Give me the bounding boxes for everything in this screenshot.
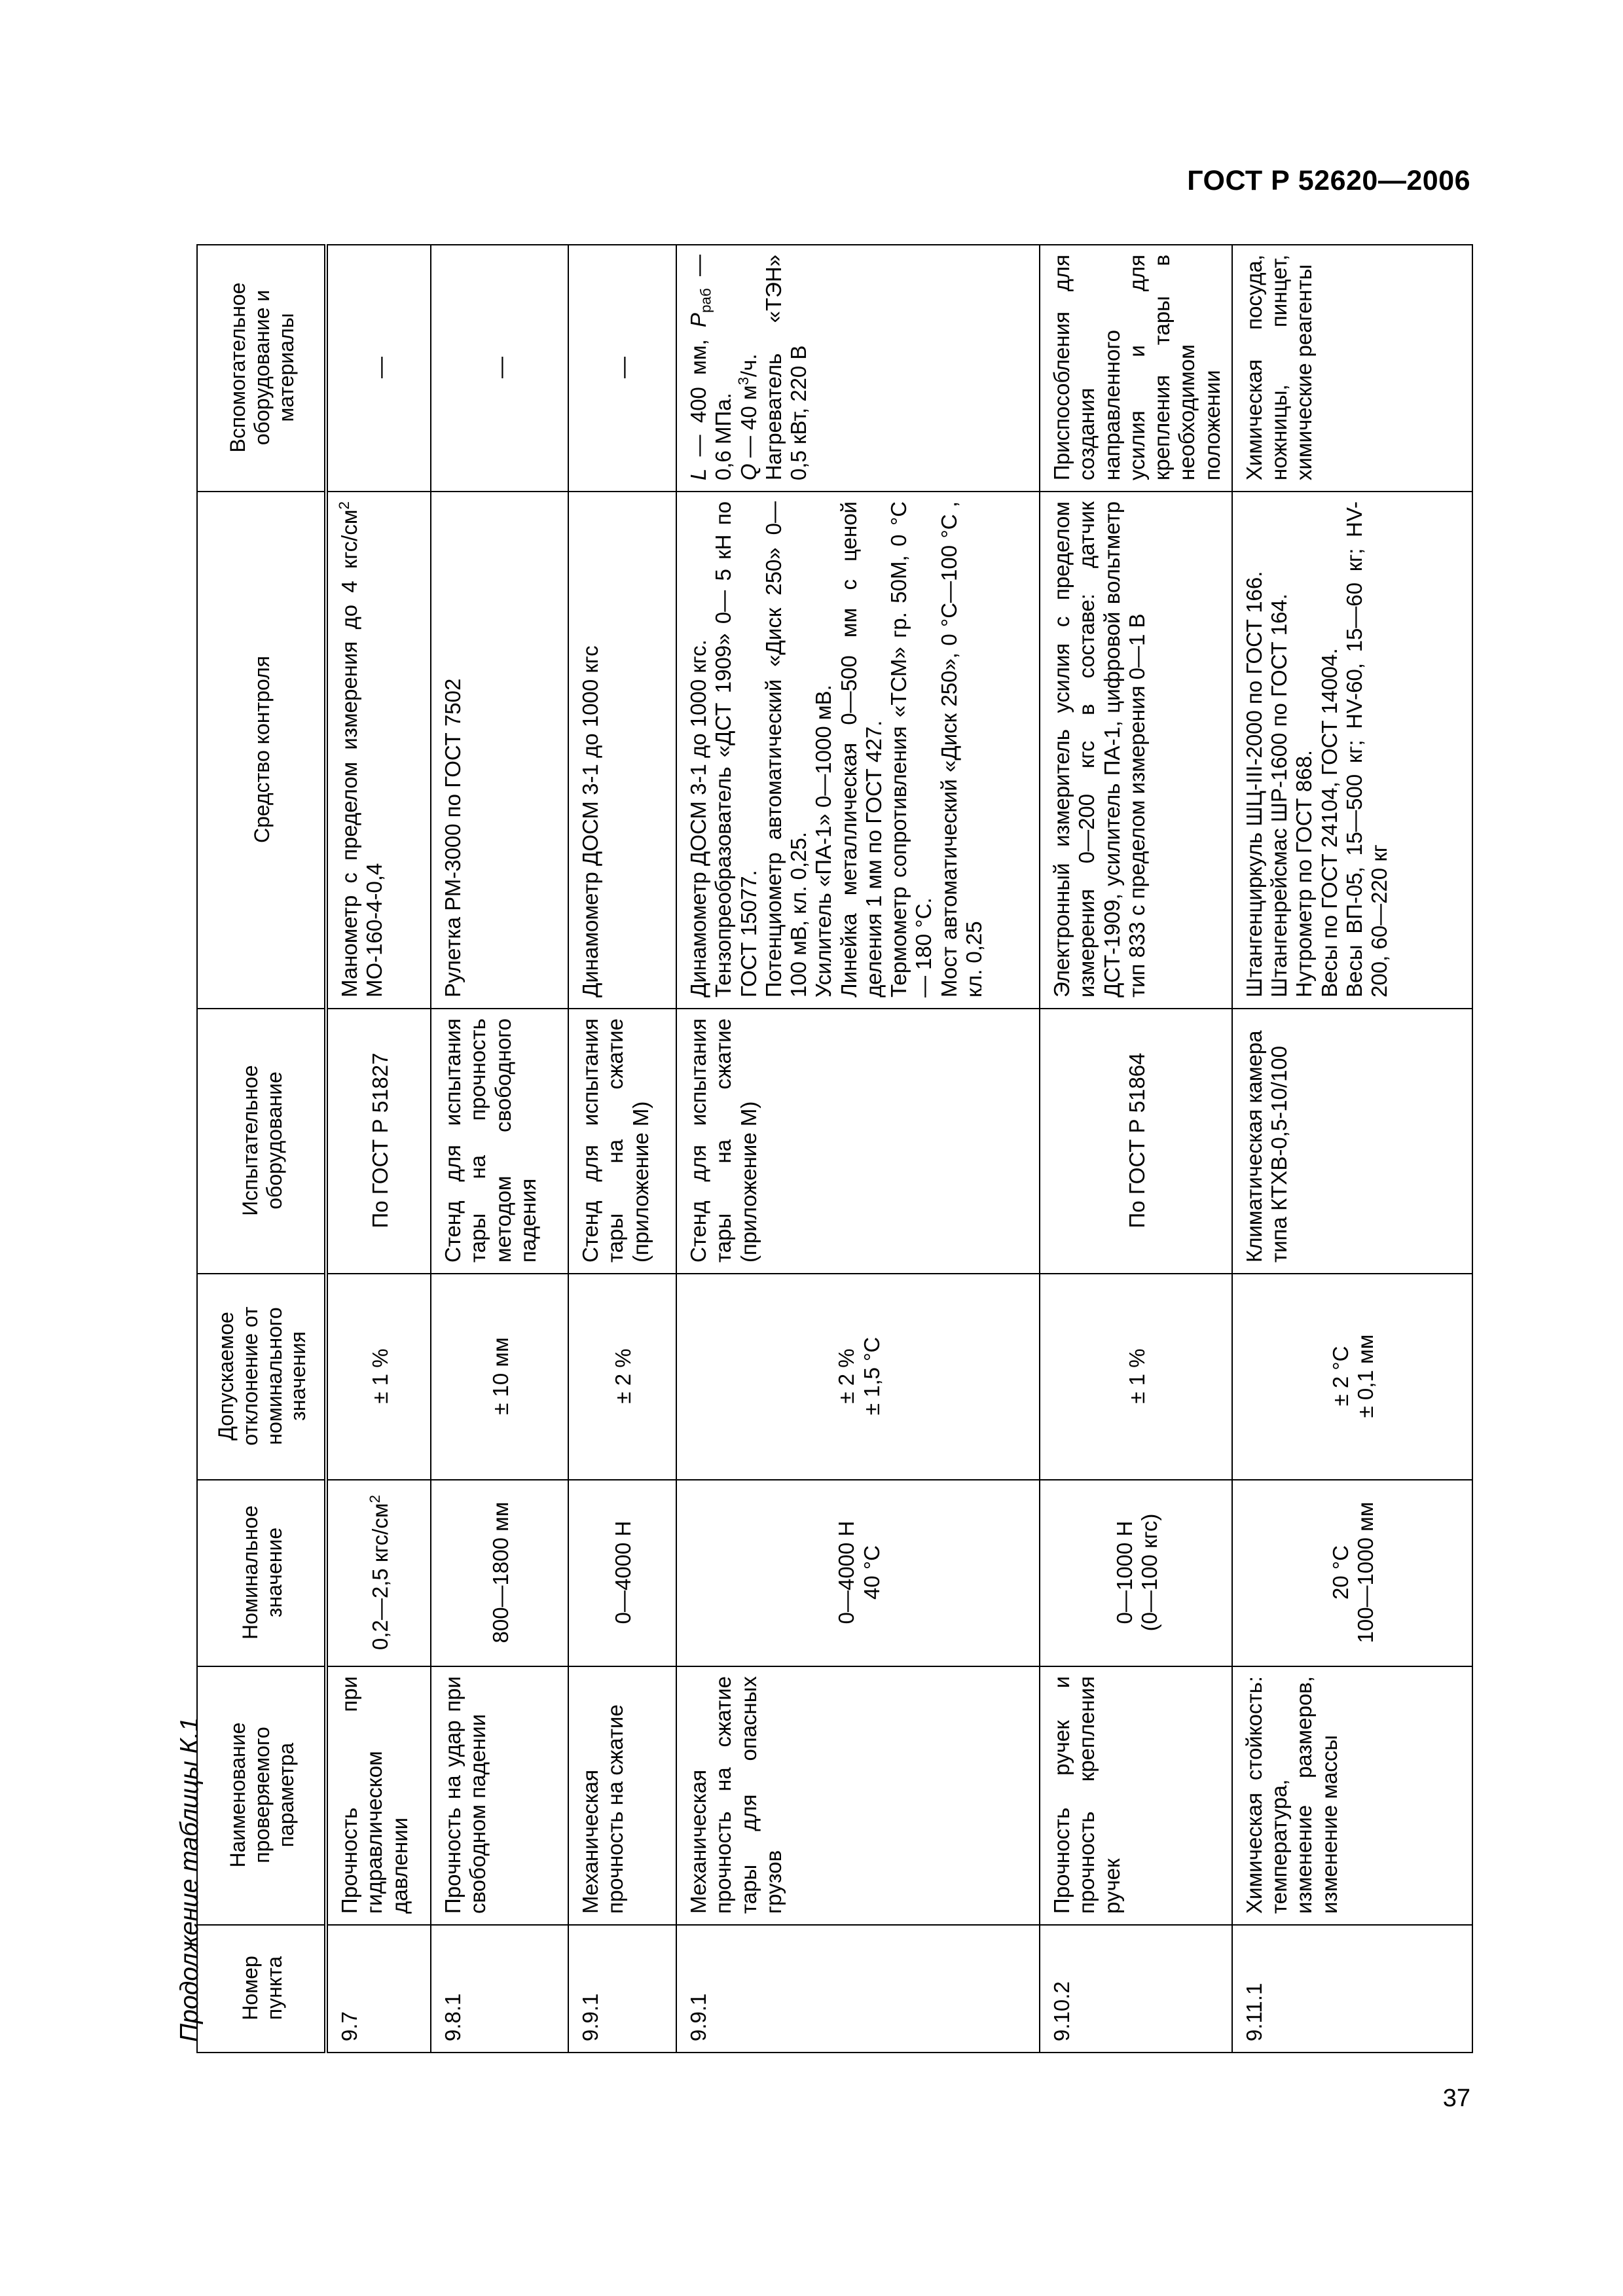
control-line: Усилитель «ПА-1» 0—1000 мВ.: [811, 685, 836, 997]
table-row: [326, 245, 431, 2053]
tolerance-line: ± 1 %: [367, 1348, 392, 1404]
nominal-line: 0,2—2,5 кгс/$см^2$: [366, 1495, 392, 1651]
nominal-line: 20 °С: [1328, 1545, 1353, 1600]
test-equipment: Стенд для испытания тары на сжатие (приложение М): [676, 1009, 1040, 1274]
table-row: [431, 245, 568, 2053]
aux-line: Нагреватель «ТЭН» 0,5 кВт, 220 В: [761, 255, 811, 480]
control-line: Термометр сопротивления «ТСМ» гр. 50М, 0 °С — 180 °С.: [886, 501, 936, 997]
nominal-line: (0—100 кгс): [1137, 1513, 1161, 1632]
tolerance: [431, 1274, 568, 1480]
nominal-value: [326, 1480, 431, 1666]
aux-line: Приспособления для создания направленного усилия и для крепления тары в необходимом положении: [1049, 255, 1224, 480]
nominal-line: 0—1000 Н: [1112, 1520, 1137, 1624]
nominal-line: 40 °С: [859, 1545, 884, 1600]
item-number: 9.9.1: [568, 1925, 676, 2053]
column-header: Средство контроля: [197, 492, 326, 1009]
table-row: [1232, 245, 1472, 2053]
test-equipment: Стенд для испытания тары на прочность методом свободного падения: [431, 1009, 568, 1274]
nominal-line: 0—4000 Н: [611, 1520, 636, 1624]
aux-line: L — 400 мм, $P_{раб}$ — 0,6 МПа.: [686, 254, 736, 480]
nominal-value: [568, 1480, 676, 1666]
column-header: Номер пункта: [197, 1925, 326, 2053]
auxiliary-equipment: [431, 245, 568, 492]
control-line: Весы ВП-05, 15—500 кг; HV-60, 15—60 кг; HV-200, 60—220 кг: [1341, 501, 1392, 997]
parameter-name: Механическая прочность на сжатие тары для опасных грузов: [676, 1666, 1040, 1925]
tolerance-line: ± 2 °С: [1328, 1346, 1353, 1407]
table-caption: Продолжение таблицы К.1: [175, 1717, 204, 2042]
item-number: 9.11.1: [1232, 1925, 1472, 2053]
column-header: Испытательное оборудование: [197, 1009, 326, 1274]
parameter-name: Прочность на удар при свободном падении: [431, 1666, 568, 1925]
nominal-line: 100—1000 мм: [1353, 1501, 1378, 1643]
page-number: 37: [1442, 2085, 1470, 2112]
table-header-row: [197, 245, 326, 2053]
item-number: 9.10.2: [1040, 1925, 1232, 2053]
parameter-name: Прочность ручек и прочность крепления ручек: [1040, 1666, 1232, 1925]
control-line: Весы по ГОСТ 24104, ГОСТ 14004.: [1317, 648, 1341, 997]
auxiliary-equipment: [676, 245, 1040, 492]
column-header: Номинальное значение: [197, 1480, 326, 1666]
column-header: Вспомогательное оборудование и материалы: [197, 245, 326, 492]
document-code: ГОСТ Р 52620—2006: [1187, 165, 1470, 196]
verification-table: [196, 244, 1473, 2053]
tolerance: [326, 1274, 431, 1480]
tolerance: [568, 1274, 676, 1480]
control-means: [1040, 492, 1232, 1009]
table-row: [1040, 245, 1232, 2053]
control-line: Штангенциркуль ШЦ-III-2000 по ГОСТ 166.: [1241, 571, 1266, 997]
item-number: 9.9.1: [676, 1925, 1040, 2053]
parameter-name: Прочность при гидравлическом давлении: [326, 1666, 431, 1925]
parameter-name: Механическая прочность на сжатие: [568, 1666, 676, 1925]
test-equipment: Стенд для испытания тары на сжатие (приложение М): [568, 1009, 676, 1274]
aux-line: Q — 40 $м^3/ч$.: [735, 353, 761, 480]
test-equipment: Климатическая камера типа КТХВ-0,5-10/100: [1232, 1009, 1472, 1274]
aux-line: —: [611, 357, 636, 378]
column-header: Наименование проверяемого параметра: [197, 1666, 326, 1925]
control-means: [676, 492, 1040, 1009]
item-number: 9.7: [326, 1925, 431, 2053]
nominal-value: [1232, 1480, 1472, 1666]
tolerance-line: ± 10 мм: [488, 1337, 513, 1415]
control-line: Мост автоматический «Диск 250», 0 °С—100 °С , кл. 0,25: [936, 501, 986, 997]
table-row: [676, 245, 1040, 2053]
auxiliary-equipment: [1040, 245, 1232, 492]
auxiliary-equipment: [326, 245, 431, 492]
aux-line: —: [488, 357, 513, 378]
nominal-value: [431, 1480, 568, 1666]
aux-line: Химическая посуда, ножницы, пинцет, химические реагенты: [1241, 255, 1317, 480]
control-means: [326, 492, 431, 1009]
tolerance-line: ± 0,1 мм: [1353, 1334, 1378, 1418]
auxiliary-equipment: [568, 245, 676, 492]
control-line: Рулетка РМ-3000 по ГОСТ 7502: [441, 678, 465, 997]
control-line: Электронный измеритель усилия с пределом измерения 0—200 кгс в составе: датчик ДСТ-1909, усилитель ПА-1, цифровой вольтметр тип 833 с пределом измерения 0—1 В: [1049, 501, 1149, 997]
control-line: Линейка металлическая 0—500 мм с ценой деления 1 мм по ГОСТ 427.: [836, 501, 886, 997]
control-line: Тензопреобразователь «ДСТ 1909» 0— 5 кН по ГОСТ 15077.: [711, 501, 761, 997]
test-equipment: По ГОСТ Р 51827: [326, 1009, 431, 1274]
control-line: Штангенрейсмас ШР-1600 по ГОСТ 164.: [1267, 594, 1292, 997]
test-equipment: По ГОСТ Р 51864: [1040, 1009, 1232, 1274]
tolerance: [1232, 1274, 1472, 1480]
control-line: Потенциометр автоматический «Диск 250» 0—100 мВ, кл. 0,25.: [761, 501, 811, 997]
item-number: 9.8.1: [431, 1925, 568, 2053]
column-header: Допускаемое отклонение от номинального значения: [197, 1274, 326, 1480]
control-line: Динамометр ДОСМ 3-1 до 1000 кгс: [578, 645, 602, 997]
auxiliary-equipment: [1232, 245, 1472, 492]
control-line: Динамометр ДОСМ 3-1 до 1000 кгс.: [686, 639, 710, 997]
nominal-value: [676, 1480, 1040, 1666]
table-row: [568, 245, 676, 2053]
control-means: [431, 492, 568, 1009]
control-means: [1232, 492, 1472, 1009]
tolerance-line: ± 1,5 °С: [859, 1336, 884, 1416]
control-line: Нутрометр по ГОСТ 868.: [1292, 749, 1317, 997]
nominal-value: [1040, 1480, 1232, 1666]
tolerance-line: ± 2 %: [834, 1348, 859, 1404]
aux-line: —: [367, 357, 392, 378]
parameter-name: Химическая стойкость: температура, изменение размеров, изменение массы: [1232, 1666, 1472, 1925]
tolerance-line: ± 1 %: [1124, 1348, 1149, 1404]
nominal-line: 800—1800 мм: [488, 1501, 513, 1643]
rotated-table-container: [196, 245, 1463, 2053]
tolerance: [1040, 1274, 1232, 1480]
control-line: Манометр с пределом измерения до 4 кгс/$см^2$ МО-160-4-0,4: [336, 501, 387, 997]
control-means: [568, 492, 676, 1009]
tolerance: [676, 1274, 1040, 1480]
nominal-line: 0—4000 Н: [834, 1520, 859, 1624]
tolerance-line: ± 2 %: [611, 1348, 636, 1404]
